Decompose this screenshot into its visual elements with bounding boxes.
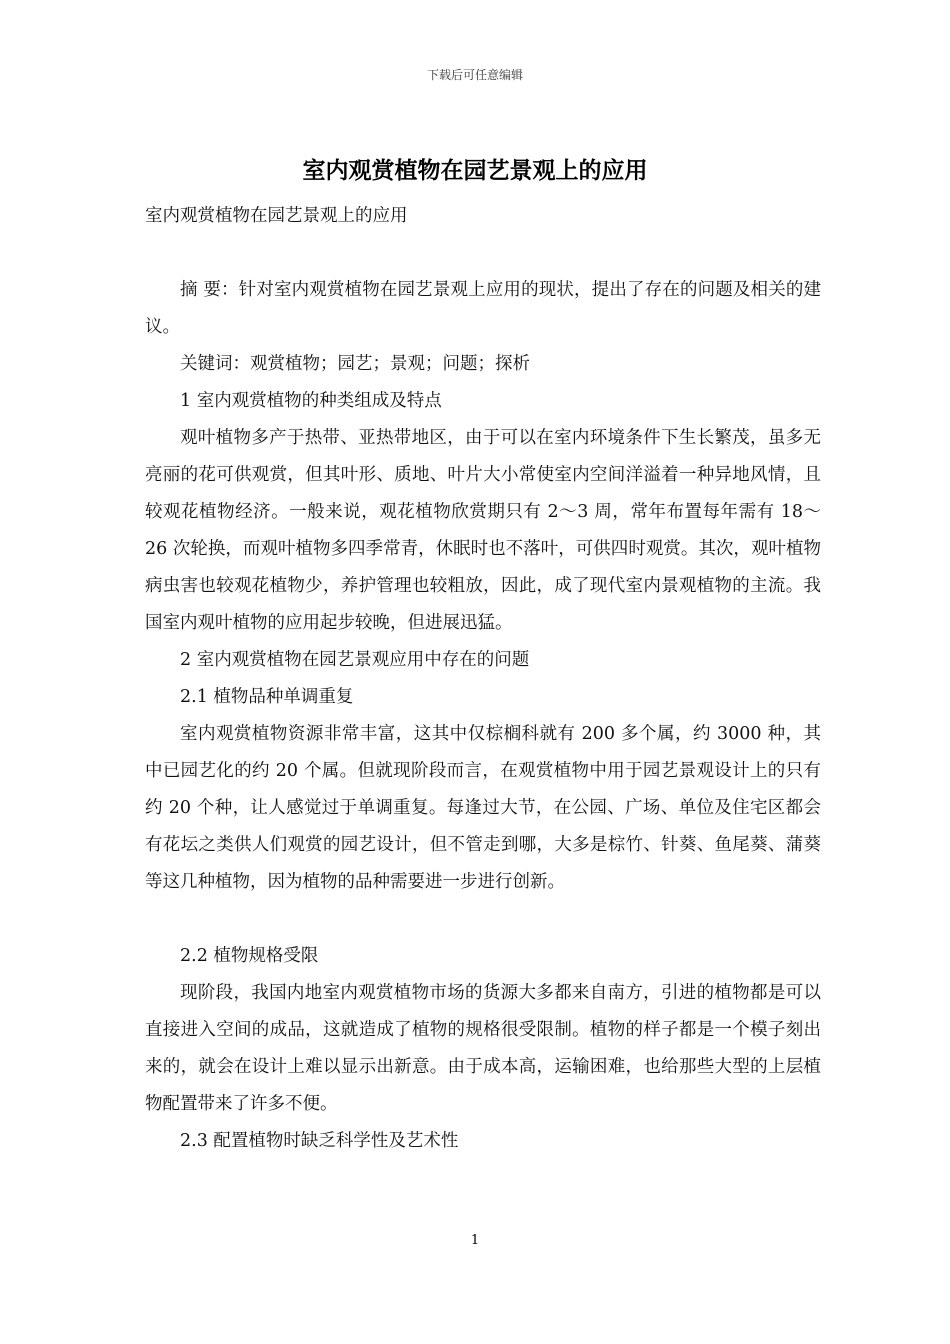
section-1-paragraph: 观叶植物多产于热带、亚热带地区，由于可以在室内环境条件下生长繁茂，虽多无亮丽的花可供观赏，但其叶形、质地、叶片大小常使室内空间洋溢着一种异地风情，且较观花植物经济。一般来说，观花植物欣赏期只有 2～3 周，常年布置每年需有 18～26 次轮换，而观叶植物多四季常青，休眠时也不落叶，可供四时观赏。其次，观叶植物病虫害也较观花植物少，养护管理也较粗放，因此，成了现代室内景观植物的主流。我国室内观叶植物的应用起步较晚，但进展迅猛。 bbox=[145, 428, 821, 633]
section-2-2-paragraph: 现阶段，我国内地室内观赏植物市场的货源大多都来自南方，引进的植物都是可以直接进入空间的成品，这就造成了植物的规格很受限制。植物的样子都是一个模子刻出来的，就会在设计上难以显示出新意。由于成本高，运输困难，也给那些大型的上层植物配置带来了许多不便。 bbox=[145, 983, 821, 1114]
document-body bbox=[145, 198, 821, 1160]
abstract-paragraph: 摘 要：针对室内观赏植物在园艺景观上应用的现状，提出了存在的问题及相关的建议。 bbox=[145, 280, 821, 337]
section-2-2-heading: 2.2 植物规格受限 bbox=[180, 946, 319, 966]
section-2-1-paragraph: 室内观赏植物资源非常丰富，这其中仅棕榈科就有 200 多个属，约 3000 种，其中已园艺化的约 20 个属。但就现阶段而言，在观赏植物中用于园艺景观设计上的只有约 20 个种，让人感觉过于单调重复。每逢过大节，在公园、广场、单位及住宅区都会有花坛之类供人们观赏的园艺设计，但不管走到哪，大多是棕竹、针葵、鱼尾葵、蒲葵等这几种植物，因为植物的品种需要进一步进行创新。 bbox=[145, 724, 821, 892]
section-2-3-heading: 2.3 配置植物时缺乏科学性及艺术性 bbox=[180, 1131, 459, 1151]
section-2-1-heading: 2.1 植物品种单调重复 bbox=[180, 687, 354, 707]
page-number: 1 bbox=[470, 1233, 480, 1248]
keywords-line: 关键词：观赏植物；园艺；景观；问题；探析 bbox=[180, 354, 530, 374]
section-1-heading: 1 室内观赏植物的种类组成及特点 bbox=[180, 391, 442, 411]
section-2-heading: 2 室内观赏植物在园艺景观应用中存在的问题 bbox=[180, 650, 530, 670]
document-title: 室内观赏植物在园艺景观上的应用 bbox=[302, 157, 648, 184]
header-note: 下载后可任意编辑 bbox=[426, 68, 523, 82]
document-subtitle: 室内观赏植物在园艺景观上的应用 bbox=[145, 206, 408, 226]
